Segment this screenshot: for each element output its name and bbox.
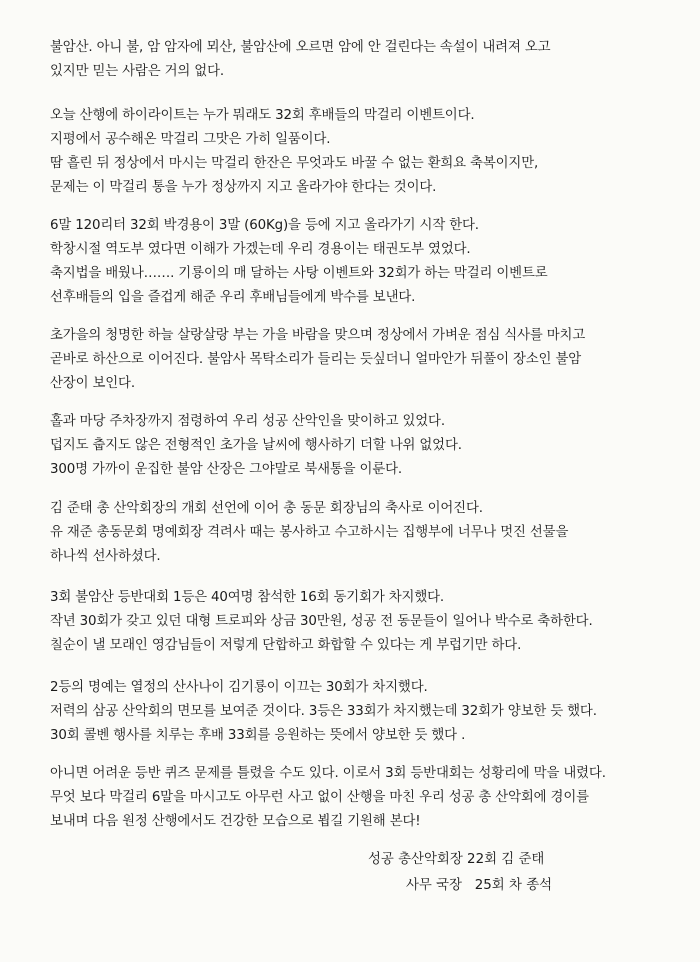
- text-line: 홀과 마당 주차장까지 점령하여 우리 성공 산악인을 맞이하고 있었다.: [50, 414, 445, 429]
- paragraph-5: [50, 410, 680, 482]
- text-line: 2등의 명예는 열정의 산사나이 김기룡이 이끄는 30회가 차지했다.: [50, 680, 428, 695]
- signature-president: 성공 총산악회장 22회 김 준태: [368, 852, 545, 867]
- text-line: 있지만 믿는 사람은 거의 없다.: [50, 64, 224, 79]
- text-line: 30회 콜벤 행사를 치루는 후배 33회를 응원하는 뜻에서 양보한 듯 했다 .: [50, 728, 466, 743]
- text-line: 문제는 이 막걸리 통을 누가 정상까지 지고 올라가야 한다는 것이다.: [50, 180, 437, 195]
- paragraph-3: [50, 214, 680, 310]
- text-line: 선후배들의 입을 즐겁게 해준 우리 후배님들에게 박수를 보낸다.: [50, 290, 416, 305]
- text-line: 유 재준 총동문회 명예회장 격려사 때는 봉사하고 수고하시는 집행부에 너무나 멋진 선물을: [50, 525, 569, 540]
- paragraph-6: [50, 497, 680, 569]
- paragraph-8: [50, 676, 680, 748]
- text-line: 불암산. 아니 불, 암 암자에 뫼산, 불암산에 오르면 암에 안 걸린다는 속설이 내려져 오고: [50, 40, 551, 55]
- text-line: 초가을의 청명한 하늘 살랑살랑 부는 가을 바람을 맞으며 정상에서 가벼운 점심 식사를 마치고: [50, 328, 586, 343]
- text-line: 아니면 어려운 등반 퀴즈 문제를 틀렸을 수도 있다. 이로서 3회 등반대회는 성황리에 막을 내렸다.: [50, 766, 606, 781]
- text-line: 덥지도 춥지도 않은 전형적인 초가을 날씨에 행사하기 더할 나위 없었다.: [50, 438, 462, 453]
- text-line: 저력의 삼공 산악회의 면모를 보여준 것이다. 3등은 33회가 차지했는데 32회가 양보한 듯 했다.: [50, 704, 597, 719]
- text-line: 무엇 보다 막걸리 6말을 마시고도 아무런 사고 없이 산행을 마친 우리 성공 총 산악회에 경이를: [50, 790, 589, 805]
- text-line: 축지법을 배웠나……. 기룡이의 매 달하는 사탕 이벤트와 32회가 하는 막걸리 이벤트로: [50, 266, 548, 281]
- text-line: 칠순이 낼 모래인 영감님들이 저렇게 단합하고 화합할 수 있다는 게 부럽기만 하다.: [50, 638, 522, 653]
- text-line: 산장이 보인다.: [50, 376, 135, 391]
- paragraph-7: [50, 586, 680, 658]
- text-line: 지평에서 공수해온 막걸리 그맛은 가히 일품이다.: [50, 132, 331, 147]
- signature-secretary: 사무 국장 25회 차 종석: [406, 878, 553, 893]
- text-line: 학창시절 역도부 였다면 이해가 가겠는데 우리 경용이는 태권도부 였었다.: [50, 242, 471, 257]
- text-line: 김 준태 총 산악회장의 개회 선언에 이어 총 동문 회장님의 축사로 이어진다.: [50, 501, 483, 516]
- text-line: 땀 흘린 뒤 정상에서 마시는 막걸리 한잔은 무엇과도 바꿀 수 없는 환희요 축복이지만,: [50, 156, 539, 171]
- paragraph-9: [50, 762, 680, 834]
- paragraph-4: [50, 324, 680, 396]
- text-line: 보내며 다음 원정 산행에서도 건강한 모습으로 뵙길 기원해 본다!: [50, 814, 421, 829]
- text-line: 300명 가까이 운집한 불암 산장은 그야말로 북새통을 이룬다.: [50, 462, 403, 477]
- text-line: 오늘 산행에 하이라이트는 누가 뭐래도 32회 후배들의 막걸리 이벤트이다.: [50, 108, 475, 123]
- text-line: 6말 120리터 32회 박경용이 3말 (60Kg)을 등에 지고 올라가기 시작 한다.: [50, 218, 479, 233]
- paragraph-2: [50, 104, 680, 200]
- paragraph-1: [50, 36, 680, 84]
- text-line: 하나씩 선사하셨다.: [50, 549, 161, 564]
- text-line: 3회 불암산 등반대회 1등은 40여명 참석한 16회 동기회가 차지했다.: [50, 590, 445, 605]
- text-line: 작년 30회가 갖고 있던 대형 트로피와 상금 30만원, 성공 전 동문들이 일어나 박수로 축하한다.: [50, 614, 593, 629]
- text-line: 곧바로 하산으로 이어진다. 불암사 목탁소리가 들리는 듯싶더니 얼마안가 뒤풀이 장소인 불암: [50, 352, 582, 367]
